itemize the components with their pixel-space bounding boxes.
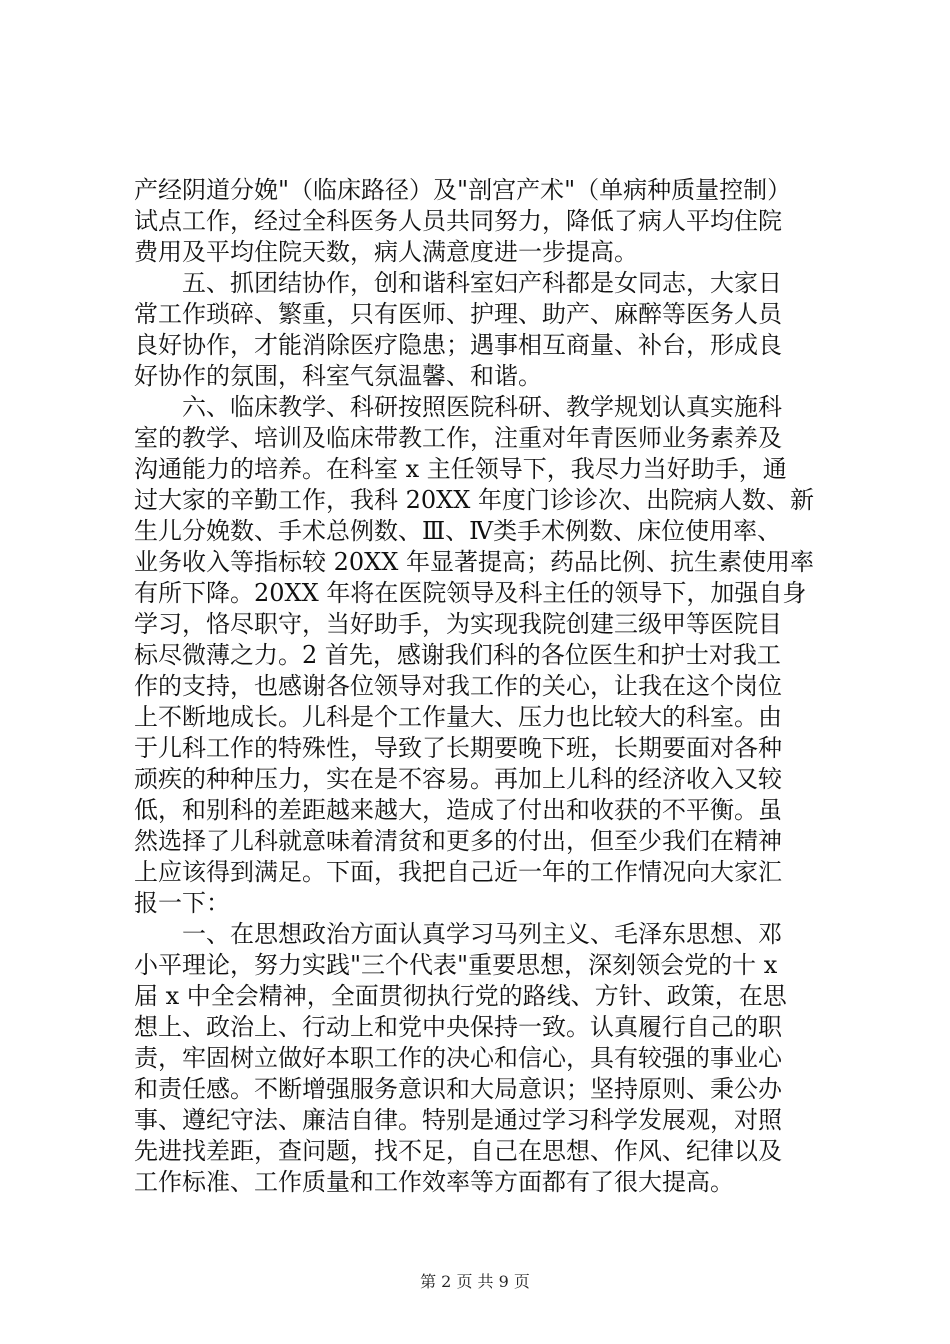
text-line: 产经阴道分娩"（临床路径）及"剖宫产术"（单病种质量控制） xyxy=(134,176,792,204)
text-line: 常工作琐碎、繁重，只有医师、护理、助产、麻醉等医务人员 xyxy=(134,300,782,328)
text-line: 想上、政治上、行动上和党中央保持一致。认真履行自己的职 xyxy=(134,1013,782,1041)
text-line: 良好协作，才能消除医疗隐患；遇事相互商量、补台，形成良 xyxy=(134,331,782,359)
text-line: 然选择了儿科就意味着清贫和更多的付出，但至少我们在精神 xyxy=(134,827,782,855)
text-line: 费用及平均住院天数，病人满意度进一步提高。 xyxy=(134,238,638,266)
text-line: 于儿科工作的特殊性，导致了长期要晚下班，长期要面对各种 xyxy=(134,734,782,762)
page-number-footer: 第 2 页 共 9 页 xyxy=(420,1272,530,1291)
text-line: 试点工作，经过全科医务人员共同努力，降低了病人平均住院 xyxy=(134,207,782,235)
text-line: 五、抓团结协作，创和谐科室妇产科都是女同志，大家日 xyxy=(134,269,782,297)
text-line: 过大家的辛勤工作，我科 20XX 年度门诊诊次、出院病人数、新 xyxy=(134,486,814,514)
text-line: 业务收入等指标较 20XX 年显著提高；药品比例、抗生素使用率 xyxy=(134,548,814,576)
text-line: 生儿分娩数、手术总例数、Ⅲ、Ⅳ类手术例数、床位使用率、 xyxy=(134,517,782,545)
text-line: 责，牢固树立做好本职工作的决心和信心，具有较强的事业心 xyxy=(134,1044,782,1072)
text-line: 作的支持，也感谢各位领导对我工作的关心，让我在这个岗位 xyxy=(134,672,782,700)
text-line: 低，和别科的差距越来越大，造成了付出和收获的不平衡。虽 xyxy=(134,796,782,824)
text-line: 学习，恪尽职守，当好助手，为实现我院创建三级甲等医院目 xyxy=(134,610,782,638)
text-line: 和责任感。不断增强服务意识和大局意识；坚持原则、秉公办 xyxy=(134,1075,782,1103)
text-line: 标尽微薄之力。2 首先，感谢我们科的各位医生和护士对我工 xyxy=(134,641,781,669)
text-line: 一、在思想政治方面认真学习马列主义、毛泽东思想、邓 xyxy=(134,920,782,948)
text-line: 小平理论，努力实践"三个代表"重要思想，深刻领会党的十 x xyxy=(134,951,778,979)
text-line: 事、遵纪守法、廉洁自律。特别是通过学习科学发展观，对照 xyxy=(134,1106,782,1134)
text-line: 有所下降。20XX 年将在医院领导及科主任的领导下，加强自身 xyxy=(134,579,807,607)
text-line: 上应该得到满足。下面，我把自己近一年的工作情况向大家汇 xyxy=(134,858,782,886)
text-line: 好协作的氛围，科室气氛温馨、和谐。 xyxy=(134,362,542,390)
text-line: 沟通能力的培养。在科室 x 主任领导下，我尽力当好助手，通 xyxy=(134,455,787,483)
text-line: 顽疾的种种压力，实在是不容易。再加上儿科的经济收入又较 xyxy=(134,765,782,793)
text-line: 报一下： xyxy=(134,889,230,917)
text-line: 室的教学、培训及临床带教工作，注重对年青医师业务素养及 xyxy=(134,424,782,452)
text-line: 先进找差距，查问题，找不足，自己在思想、作风、纪律以及 xyxy=(134,1137,782,1165)
text-line: 六、临床教学、科研按照医院科研、教学规划认真实施科 xyxy=(134,393,782,421)
text-line: 届 x 中全会精神，全面贯彻执行党的路线、方针、政策，在思 xyxy=(134,982,787,1010)
text-line: 上不断地成长。儿科是个工作量大、压力也比较大的科室。由 xyxy=(134,703,782,731)
text-line: 工作标准、工作质量和工作效率等方面都有了很大提高。 xyxy=(134,1168,734,1196)
